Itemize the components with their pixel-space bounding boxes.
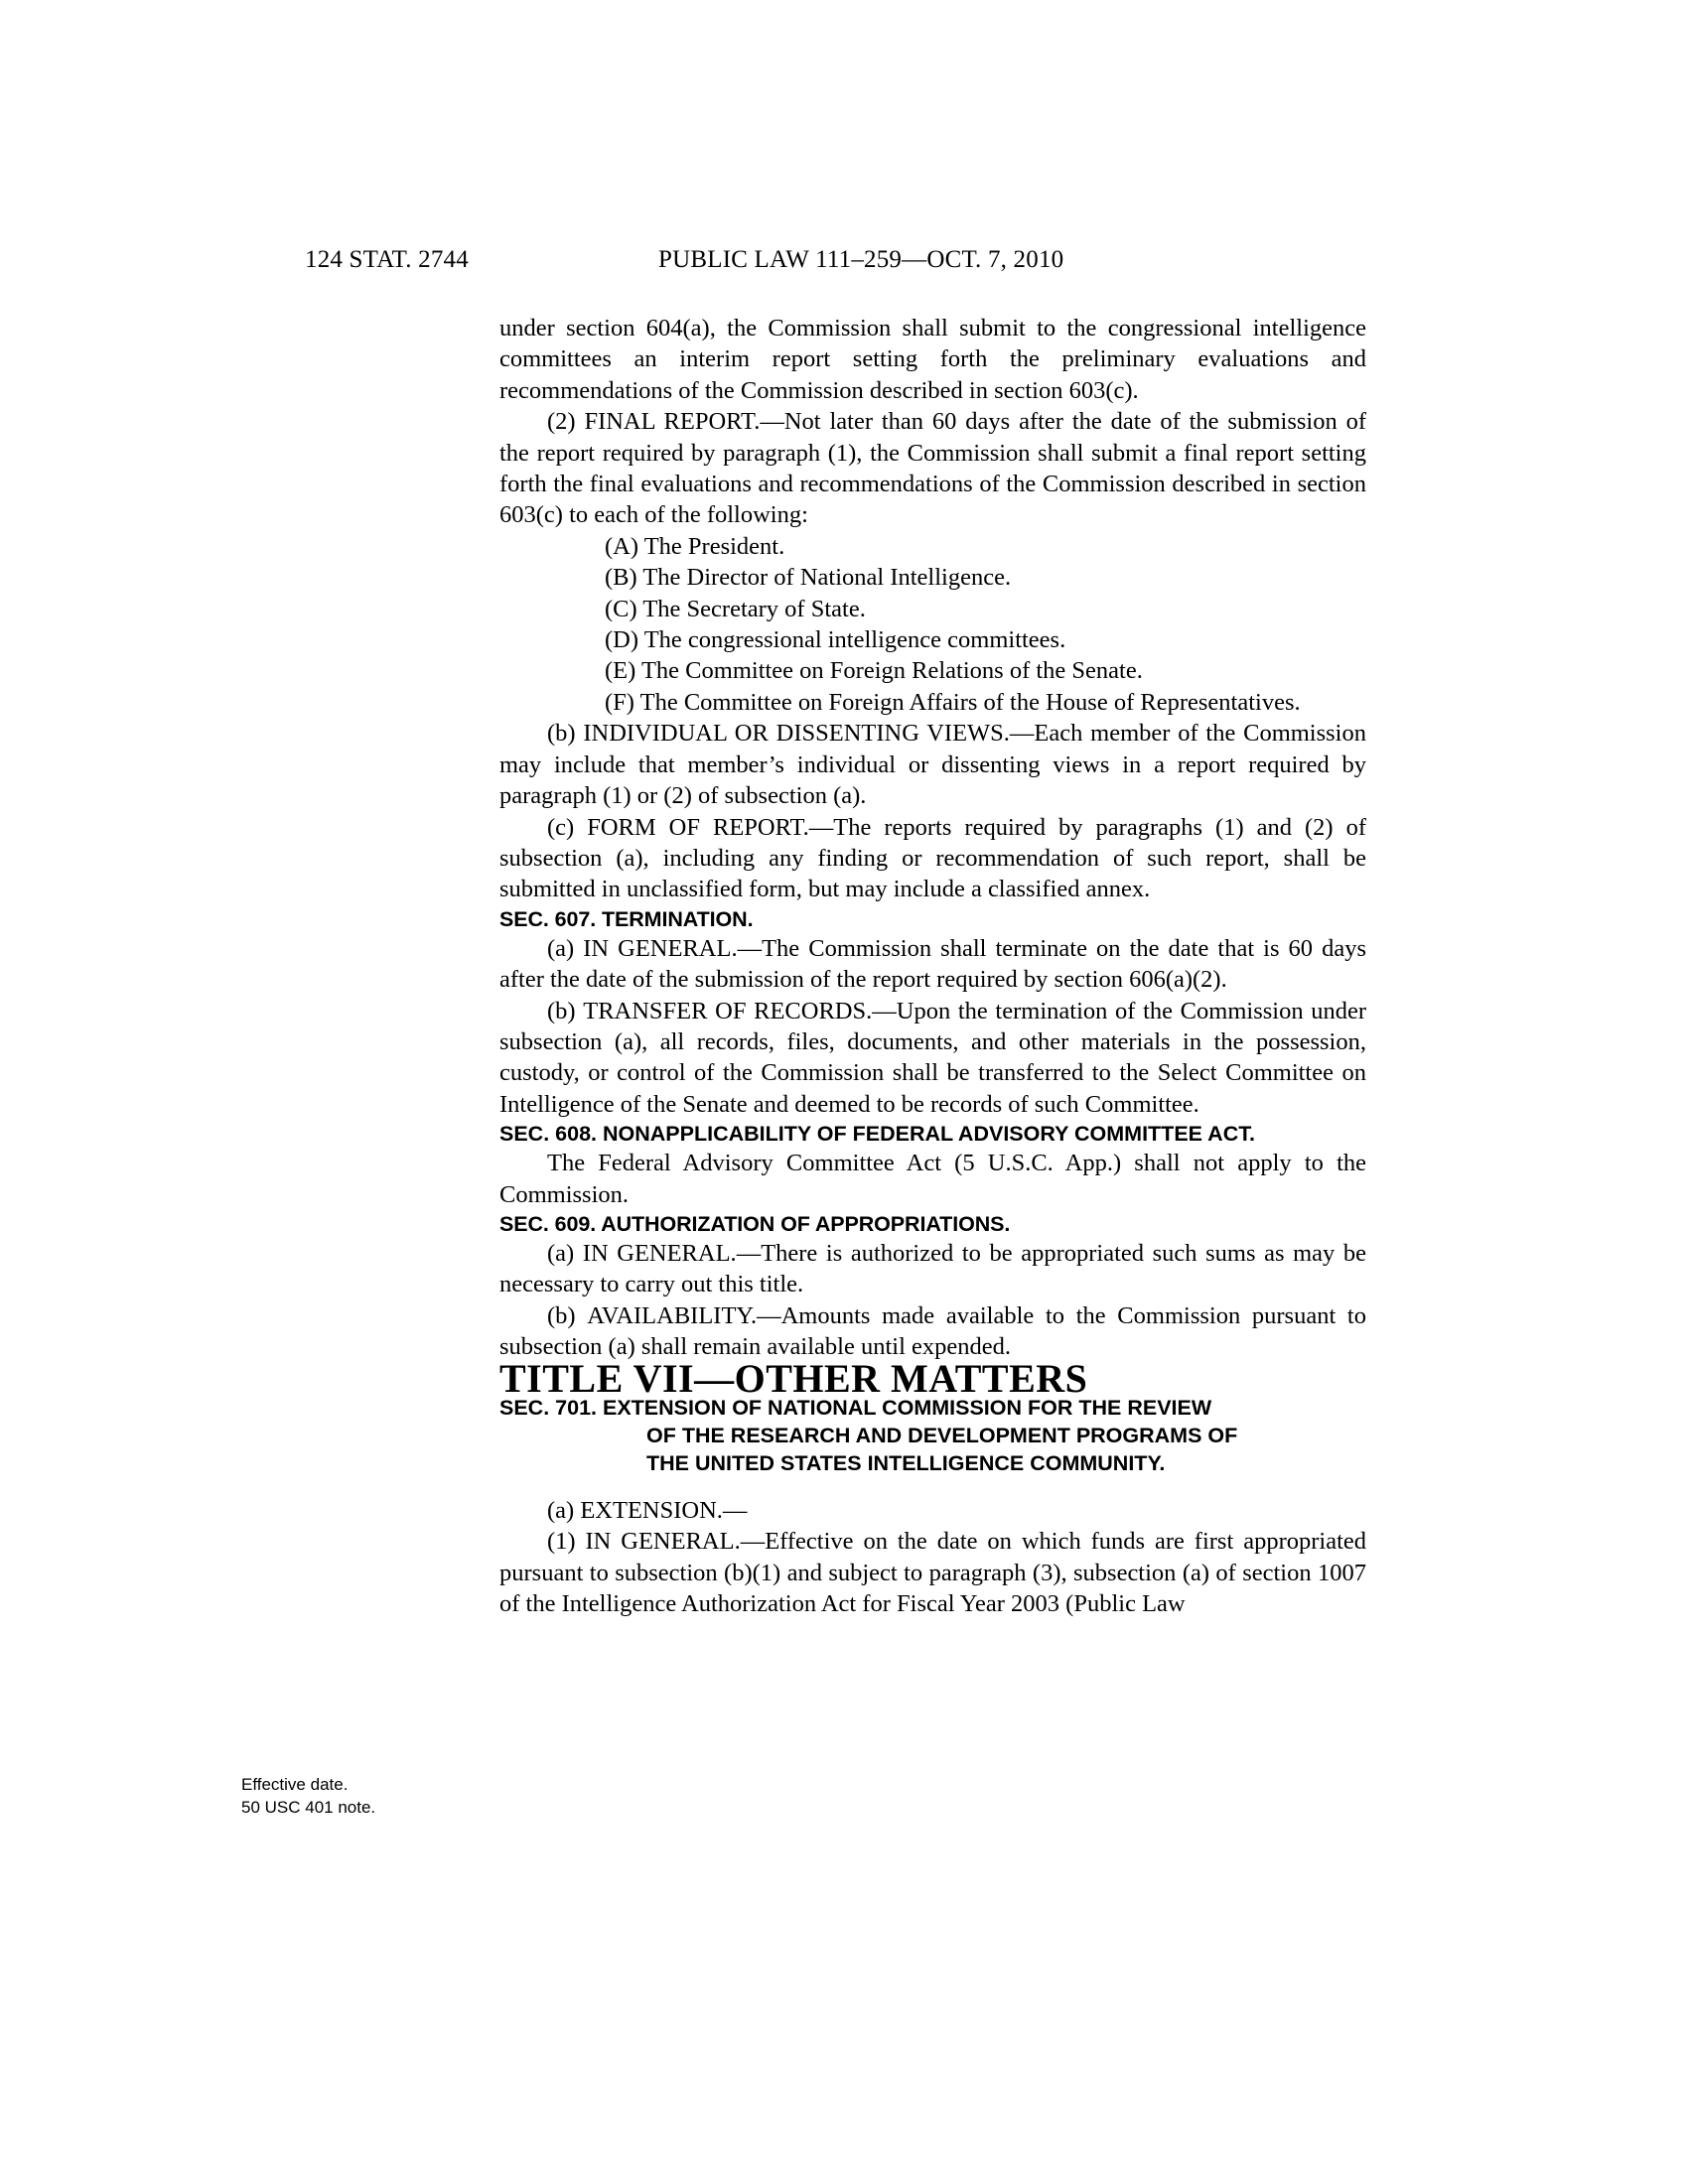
paragraph-body: —Effective on the date on which funds are first appropriated pursuant to subsection (b)(1) and subject to paragraph (3), subsection (a) of section 1007 of the Intelligence Authorization Act for Fiscal Year 2003 (Public Law <box>499 1528 1366 1618</box>
paragraph-caption: EXTENSION. <box>580 1497 723 1524</box>
paragraph-caption: FORM OF REPORT. <box>587 813 809 841</box>
paragraph-body: —Not later than 60 days after the date of the submission of the report required by paragraph (1), the Commission shall submit a final report setting forth the final evaluations and recommendations of the Commission described in section 603(c) to each of the following: <box>499 408 1366 529</box>
paragraph-form-of-report <box>499 812 1366 905</box>
paragraph-individual-views <box>499 718 1366 811</box>
section-heading-607: SEC. 607. TERMINATION. <box>499 906 754 931</box>
section-heading-608: SEC. 608. NONAPPLICABILITY OF FEDERAL ADVISORY COMMITTEE ACT. <box>499 1122 1255 1147</box>
paragraph-701a <box>499 1495 1366 1526</box>
paragraph-body: —Each member of the Commission may include that member’s individual or dissenting views in a report required by paragraph (1) or (2) of subsection (a). <box>499 720 1366 810</box>
margin-note-line-2: 50 USC 401 note. <box>241 1798 376 1817</box>
margin-note-line-1: Effective date. <box>241 1775 349 1794</box>
paragraph-continued: under section 604(a), the Commission shall submit to the congressional intelligence committees an interim report setting forth the preliminary evaluations and recommendations of the Commission described in section 603(c). <box>499 315 1366 404</box>
paragraph-caption: IN GENERAL. <box>585 1528 741 1556</box>
paragraph-609b <box>499 1300 1366 1363</box>
section-heading-609: SEC. 609. AUTHORIZATION OF APPROPRIATIONS. <box>499 1211 1011 1236</box>
paragraph-607a <box>499 933 1366 996</box>
paragraph-607b <box>499 996 1366 1121</box>
paragraph-609a <box>499 1238 1366 1300</box>
margin-note-effective-date <box>241 1773 375 1819</box>
public-law-citation: PUBLIC LAW 111–259—OCT. 7, 2010 <box>658 246 1064 273</box>
paragraph-701a1 <box>499 1526 1366 1619</box>
list-item: (D) The congressional intelligence committees. <box>605 626 1066 654</box>
paragraph-dash: — <box>722 1497 748 1524</box>
paragraph-body: —There is authorized to be appropriated such sums as may be necessary to carry out this title. <box>499 1239 1366 1298</box>
stat-page-number: 124 STAT. 2744 <box>305 246 469 273</box>
paragraph-number: (1) <box>547 1528 586 1556</box>
paragraph-body: —The reports required by paragraphs (1) and (2) of subsection (a), including any finding or recommendation of such report, shall be submitted in unclassified form, but may include a classified annex. <box>499 813 1366 903</box>
title-heading-vii: TITLE VII—OTHER MATTERS <box>499 1355 1088 1401</box>
paragraph-caption: IN GENERAL. <box>582 1239 737 1267</box>
paragraph-body: —The Commission shall terminate on the date that is 60 days after the date of the submission of the report required by section 606(a)(2). <box>499 934 1367 994</box>
list-item: (F) The Committee on Foreign Affairs of the House of Representatives. <box>605 688 1301 716</box>
section-heading-701-line-1: SEC. 701. EXTENSION OF NATIONAL COMMISSION FOR THE REVIEW <box>499 1396 1212 1420</box>
paragraph-number: (a) <box>547 934 584 962</box>
paragraph-number: (b) <box>547 1301 588 1329</box>
paragraph-number: (b) <box>547 720 584 748</box>
paragraph-608-body: The Federal Advisory Committee Act (5 U.S.C. App.) shall not apply to the Commission. <box>499 1150 1366 1208</box>
paragraph-caption: AVAILABILITY. <box>587 1301 758 1329</box>
list-item: (C) The Secretary of State. <box>605 595 866 622</box>
paragraph-caption: IN GENERAL. <box>583 934 738 962</box>
paragraph-number: (a) <box>547 1497 581 1524</box>
paragraph-number: (2) <box>547 408 585 436</box>
paragraph-body: —Amounts made available to the Commission pursuant to subsection (a) shall remain available until expended. <box>499 1301 1366 1361</box>
section-heading-701-line-2: OF THE RESEARCH AND DEVELOPMENT PROGRAMS OF <box>646 1424 1238 1447</box>
main-text-column <box>499 313 1366 1620</box>
paragraph-caption: TRANSFER OF RECORDS. <box>583 997 873 1024</box>
section-heading-701 <box>499 1394 1366 1477</box>
paragraph-final-report <box>499 406 1366 531</box>
paragraph-caption: FINAL REPORT. <box>584 408 761 436</box>
list-item: (A) The President. <box>605 532 785 560</box>
list-item: (B) The Director of National Intelligence. <box>605 564 1012 592</box>
paragraph-number: (b) <box>547 997 584 1024</box>
running-head <box>0 246 1688 276</box>
section-heading-701-line-3: THE UNITED STATES INTELLIGENCE COMMUNITY. <box>646 1451 1166 1475</box>
paragraph-number: (c) <box>547 813 588 841</box>
paragraph-caption: INDIVIDUAL OR DISSENTING VIEWS. <box>583 720 1010 748</box>
paragraph-body: —Upon the termination of the Commission under subsection (a), all records, files, documents, and other materials in the possession, custody, or control of the Commission shall be transferred to the Select Committee on Intelligence of the Senate and deemed to be records of such Committee. <box>499 997 1367 1118</box>
list-item: (E) The Committee on Foreign Relations of the Senate. <box>605 657 1143 685</box>
paragraph-number: (a) <box>547 1239 583 1267</box>
